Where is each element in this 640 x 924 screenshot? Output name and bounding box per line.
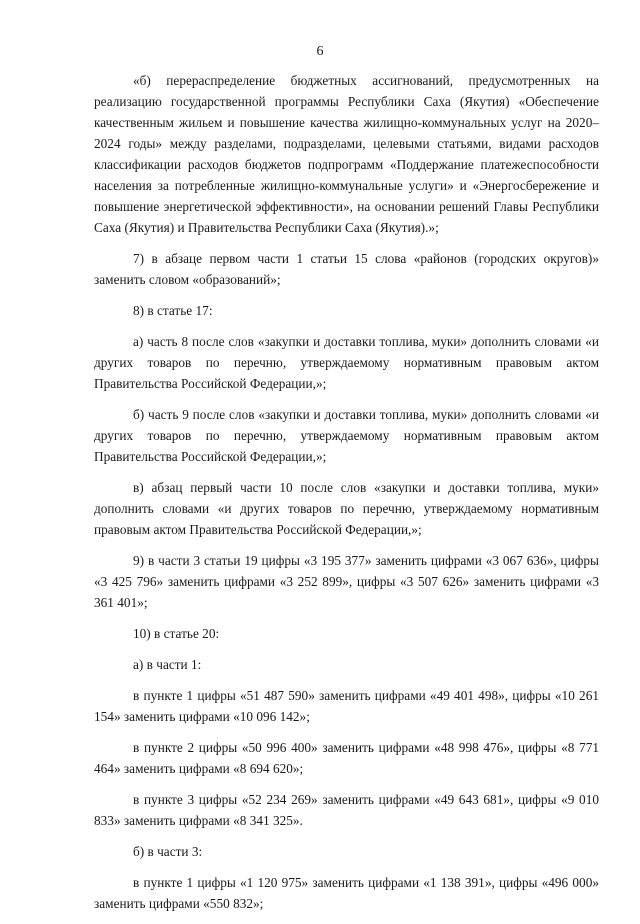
document-body	[94, 70, 599, 924]
paragraph-item-8a: а) часть 8 после слов «закупки и доставки топлива, муки» дополнить словами «и других товаров по перечню, утверждаемому нормативным правовым актом Правительства Российской Федерации,»;	[94, 334, 599, 391]
paragraph-item-8: 8) в статье 17:	[133, 303, 213, 318]
paragraph-item-9: 9) в части 3 статьи 19 цифры «3 195 377» заменить цифрами «3 067 636», цифры «3 425 796» заменить цифрами «3 252 899», цифры «3 507 626» заменить цифрами «3 361 401»;	[94, 553, 599, 610]
page-number: 6	[316, 44, 324, 59]
paragraph-item-10b: б) в части 3:	[133, 844, 203, 859]
paragraph-item-8b: б) часть 9 после слов «закупки и доставки топлива, муки» дополнить словами «и других товаров по перечню, утверждаемому нормативным правовым актом Правительства Российской Федерации,»;	[94, 407, 599, 464]
paragraph-budget-reallocation: «б) перераспределение бюджетных ассигнований, предусмотренных на реализацию государственной программы Республики Саха (Якутия) «Обеспечение качественным жильем и повышение качества жилищно-коммунальных услуг на 2020–2024 годы» между разделами, подразделами, целевыми статьями, видами расходов классификации расходов бюджетов подпрограмм «Поддержание платежеспособности населения за потребленные жилищно-коммунальные услуги» и «Энергосбережение и повышение энергетической эффективности», на основании решений Главы Республики Саха (Якутия) и Правительства Республики Саха (Якутия).»;	[94, 73, 599, 235]
paragraph-point-2: в пункте 2 цифры «50 996 400» заменить цифрами «48 998 476», цифры «8 771 464» заменить цифрами «8 694 620»;	[94, 740, 599, 776]
paragraph-item-8v: в) абзац первый части 10 после слов «закупки и доставки топлива, муки» дополнить словами «и других товаров по перечню, утверждаемому нормативным правовым актом Правительства Российской Федерации,»;	[94, 480, 599, 537]
paragraph-point-1-part-3: в пункте 1 цифры «1 120 975» заменить цифрами «1 138 391», цифры «496 000» заменить цифрами «550 832»;	[94, 875, 599, 911]
paragraph-item-10: 10) в статье 20:	[133, 626, 220, 641]
paragraph-item-7: 7) в абзаце первом части 1 статьи 15 слова «районов (городских округов)» заменить словом «образований»;	[94, 251, 599, 287]
paragraph-point-3: в пункте 3 цифры «52 234 269» заменить цифрами «49 643 681», цифры «9 010 833» заменить цифрами «8 341 325».	[94, 792, 599, 828]
paragraph-point-1: в пункте 1 цифры «51 487 590» заменить цифрами «49 401 498», цифры «10 261 154» заменить цифрами «10 096 142»;	[94, 688, 599, 724]
paragraph-item-10a: а) в части 1:	[133, 657, 202, 672]
